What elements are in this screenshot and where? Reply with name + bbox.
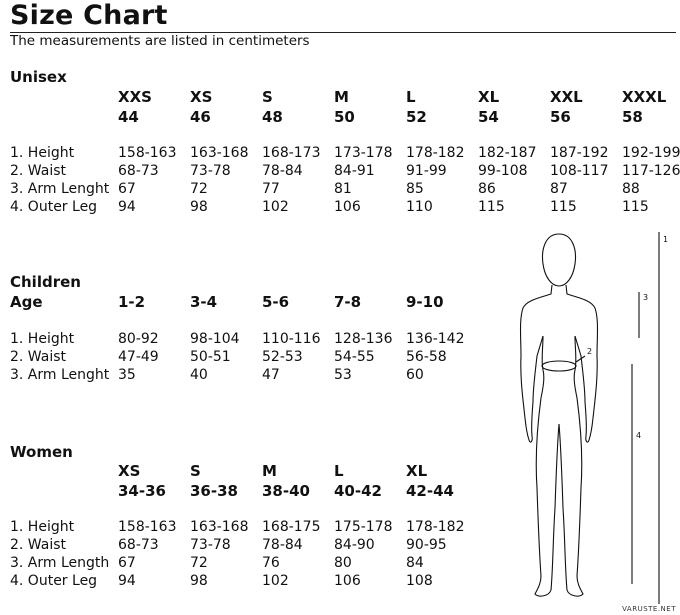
unisex-size-number: 52 — [406, 108, 427, 126]
unisex-cell: 98 — [190, 199, 208, 215]
unisex-size-header: M — [334, 88, 349, 106]
unisex-cell: 85 — [406, 181, 424, 197]
women-size-header: M — [262, 462, 277, 480]
unisex-size-number: 50 — [334, 108, 355, 126]
women-row-label: 2. Waist — [10, 537, 67, 553]
unisex-row-label: 3. Arm Lenght — [10, 181, 110, 197]
unisex-cell: 168-173 — [262, 145, 321, 161]
unisex-cell: 94 — [118, 199, 136, 215]
women-cell: 78-84 — [262, 537, 303, 553]
figure-waist-loop — [542, 361, 576, 371]
unisex-cell: 86 — [478, 181, 496, 197]
children-cell: 128-136 — [334, 331, 393, 347]
unisex-cell: 110 — [406, 199, 433, 215]
children-cell: 47-49 — [118, 349, 159, 365]
unisex-cell: 178-182 — [406, 145, 465, 161]
women-heading: Women — [10, 443, 73, 461]
children-cell: 50-51 — [190, 349, 231, 365]
children-cell: 110-116 — [262, 331, 321, 347]
women-cell: 76 — [262, 555, 280, 571]
women-size-header: XL — [406, 462, 428, 480]
women-cell: 90-95 — [406, 537, 447, 553]
unisex-size-header: XXXL — [622, 88, 667, 106]
children-cell: 40 — [190, 367, 208, 383]
unisex-cell: 158-163 — [118, 145, 177, 161]
body-measurement-figure — [505, 228, 680, 608]
unisex-cell: 72 — [190, 181, 208, 197]
children-cell: 47 — [262, 367, 280, 383]
unisex-cell: 81 — [334, 181, 352, 197]
unisex-cell: 67 — [118, 181, 136, 197]
women-cell: 67 — [118, 555, 136, 571]
women-row-label: 3. Arm Length — [10, 555, 110, 571]
unisex-size-header: XXS — [118, 88, 152, 106]
unisex-cell: 102 — [262, 199, 289, 215]
children-cell: 56-58 — [406, 349, 447, 365]
children-cell: 80-92 — [118, 331, 159, 347]
unisex-cell: 117-126 — [622, 163, 680, 179]
women-cell: 98 — [190, 573, 208, 589]
unisex-cell: 187-192 — [550, 145, 609, 161]
unisex-cell: 173-178 — [334, 145, 393, 161]
women-size-number: 40-42 — [334, 482, 382, 500]
unisex-size-number: 58 — [622, 108, 643, 126]
women-size-number: 38-40 — [262, 482, 310, 500]
unisex-cell: 115 — [622, 199, 649, 215]
unisex-row-label: 1. Height — [10, 145, 75, 161]
children-size-header: 3-4 — [190, 293, 218, 311]
children-cell: 136-142 — [406, 331, 465, 347]
women-size-number: 36-38 — [190, 482, 238, 500]
unisex-size-number: 56 — [550, 108, 571, 126]
women-size-number: 34-36 — [118, 482, 166, 500]
women-cell: 84 — [406, 555, 424, 571]
women-cell: 106 — [334, 573, 361, 589]
children-cell: 60 — [406, 367, 424, 383]
marker-3: 3 — [643, 293, 649, 302]
unisex-cell: 91-99 — [406, 163, 447, 179]
women-cell: 163-168 — [190, 519, 249, 535]
women-cell: 102 — [262, 573, 289, 589]
children-size-header: 1-2 — [118, 293, 146, 311]
children-cell: 52-53 — [262, 349, 303, 365]
unisex-cell: 182-187 — [478, 145, 537, 161]
unisex-heading: Unisex — [10, 68, 67, 86]
unisex-cell: 88 — [622, 181, 640, 197]
women-cell: 108 — [406, 573, 433, 589]
children-age-label: Age — [10, 293, 43, 311]
unisex-cell: 99-108 — [478, 163, 528, 179]
unisex-size-header: XL — [478, 88, 500, 106]
unisex-cell: 73-78 — [190, 163, 231, 179]
unisex-cell: 108-117 — [550, 163, 609, 179]
unisex-row-label: 4. Outer Leg — [10, 199, 98, 215]
unisex-cell: 106 — [334, 199, 361, 215]
unisex-size-number: 48 — [262, 108, 283, 126]
women-cell: 94 — [118, 573, 136, 589]
unisex-size-number: 44 — [118, 108, 139, 126]
unisex-cell: 68-73 — [118, 163, 159, 179]
unisex-cell: 77 — [262, 181, 280, 197]
figure-right-leg — [559, 398, 583, 596]
children-size-header: 9-10 — [406, 293, 444, 311]
figure-head — [543, 234, 576, 286]
unisex-cell: 115 — [478, 199, 505, 215]
women-cell: 175-178 — [334, 519, 393, 535]
unisex-cell: 115 — [550, 199, 577, 215]
women-size-number: 42-44 — [406, 482, 454, 500]
figure-body-left — [521, 285, 553, 442]
unisex-size-number: 54 — [478, 108, 499, 126]
unisex-size-header: XS — [190, 88, 213, 106]
unisex-cell: 87 — [550, 181, 568, 197]
figure-left-leg — [535, 398, 559, 596]
unisex-cell: 163-168 — [190, 145, 249, 161]
waist-pointer-line — [576, 356, 585, 362]
watermark: VARUSTE.NET — [622, 605, 676, 613]
unisex-row-label: 2. Waist — [10, 163, 67, 179]
women-size-header: S — [190, 462, 201, 480]
women-row-label: 4. Outer Leg — [10, 573, 98, 589]
women-size-header: L — [334, 462, 344, 480]
marker-2: 2 — [587, 347, 593, 356]
women-cell: 73-78 — [190, 537, 231, 553]
women-cell: 80 — [334, 555, 352, 571]
unisex-cell: 78-84 — [262, 163, 303, 179]
children-cell: 35 — [118, 367, 136, 383]
marker-1: 1 — [663, 235, 669, 244]
children-cell: 98-104 — [190, 331, 240, 347]
women-cell: 178-182 — [406, 519, 465, 535]
children-cell: 54-55 — [334, 349, 375, 365]
children-row-label: 2. Waist — [10, 349, 67, 365]
children-size-header: 5-6 — [262, 293, 290, 311]
unisex-size-header: S — [262, 88, 273, 106]
unisex-cell: 192-199 — [622, 145, 680, 161]
women-cell: 84-90 — [334, 537, 375, 553]
children-row-label: 3. Arm Lenght — [10, 367, 110, 383]
children-row-label: 1. Height — [10, 331, 75, 347]
unisex-cell: 84-91 — [334, 163, 375, 179]
children-size-header: 7-8 — [334, 293, 362, 311]
women-cell: 72 — [190, 555, 208, 571]
women-cell: 158-163 — [118, 519, 177, 535]
unisex-size-header: L — [406, 88, 416, 106]
women-row-label: 1. Height — [10, 519, 75, 535]
unisex-size-number: 46 — [190, 108, 211, 126]
women-cell: 68-73 — [118, 537, 159, 553]
children-cell: 53 — [334, 367, 352, 383]
women-size-header: XS — [118, 462, 141, 480]
children-heading: Children — [10, 273, 81, 291]
marker-4: 4 — [636, 431, 642, 440]
figure-body-right — [566, 285, 598, 442]
page-title: Size Chart — [10, 0, 168, 31]
page-subtitle: The measurements are listed in centimeters — [10, 33, 310, 49]
women-cell: 168-175 — [262, 519, 321, 535]
unisex-size-header: XXL — [550, 88, 583, 106]
